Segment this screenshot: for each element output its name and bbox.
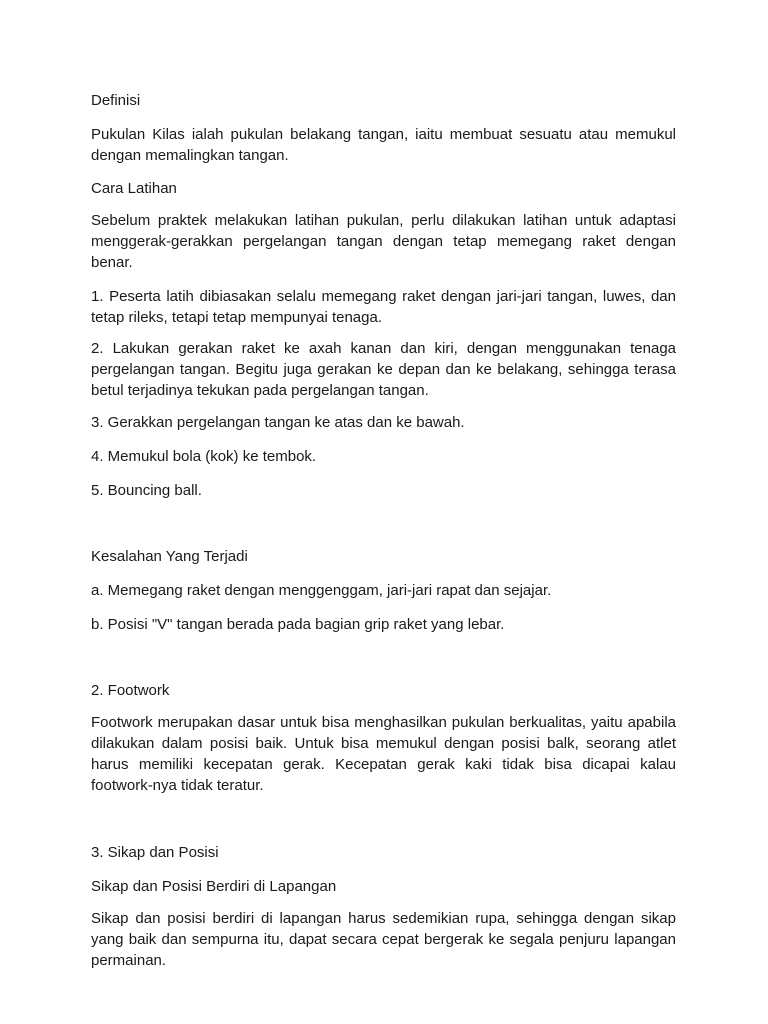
list-item-cara-5: 5. Bouncing ball.	[91, 482, 202, 499]
heading-kesalahan: Kesalahan Yang Terjadi	[91, 548, 248, 565]
paragraph-footwork: Footwork merupakan dasar untuk bisa menghasilkan pukulan berkualitas, yaitu apabila dilakukan dalam posisi baik. Untuk bisa memukul dengan posisi balk, seorang atlet harus memiliki kecepatan gerak. Kecepatan gerak kaki tidak bisa dicapai kalau footwork-nya tidak teratur.	[91, 714, 676, 794]
heading-footwork: 2. Footwork	[91, 682, 170, 699]
list-item-cara-4: 4. Memukul bola (kok) ke tembok.	[91, 448, 317, 465]
list-item-cara-2: 2. Lakukan gerakan raket ke axah kanan dan kiri, dengan menggunakan tenaga pergelangan tangan. Begitu juga gerakan ke depan dan ke belakang, sehingga terasa betul terjadinya tekukan pada pergelangan tangan.	[91, 340, 676, 399]
heading-cara-latihan: Cara Latihan	[91, 180, 177, 197]
list-item-cara-3: 3. Gerakkan pergelangan tangan ke atas dan ke bawah.	[91, 414, 465, 431]
heading-definisi: Definisi	[91, 92, 141, 109]
paragraph-cara-intro: Sebelum praktek melakukan latihan pukulan, perlu dilakukan latihan untuk adaptasi menggerak-gerakkan pergelangan tangan dengan tetap memegang raket dengan benar.	[91, 212, 676, 271]
paragraph-definisi: Pukulan Kilas ialah pukulan belakang tangan, iaitu membuat sesuatu atau memukul dengan memalingkan tangan.	[91, 126, 676, 164]
list-item-kesalahan-b: b. Posisi "V" tangan berada pada bagian grip raket yang lebar.	[91, 616, 505, 633]
list-item-kesalahan-a: a. Memegang raket dengan menggenggam, jari-jari rapat dan sejajar.	[91, 582, 552, 599]
heading-sikap: 3. Sikap dan Posisi	[91, 844, 219, 861]
list-item-cara-1: 1. Peserta latih dibiasakan selalu memegang raket dengan jari-jari tangan, luwes, dan tetap rileks, tetapi tetap mempunyai tenaga.	[91, 288, 676, 326]
paragraph-sikap: Sikap dan posisi berdiri di lapangan harus sedemikian rupa, sehingga dengan sikap yang baik dan sempurna itu, dapat secara cepat bergerak ke segala penjuru lapangan permainan.	[91, 910, 676, 969]
subheading-sikap-berdiri: Sikap dan Posisi Berdiri di Lapangan	[91, 878, 337, 895]
